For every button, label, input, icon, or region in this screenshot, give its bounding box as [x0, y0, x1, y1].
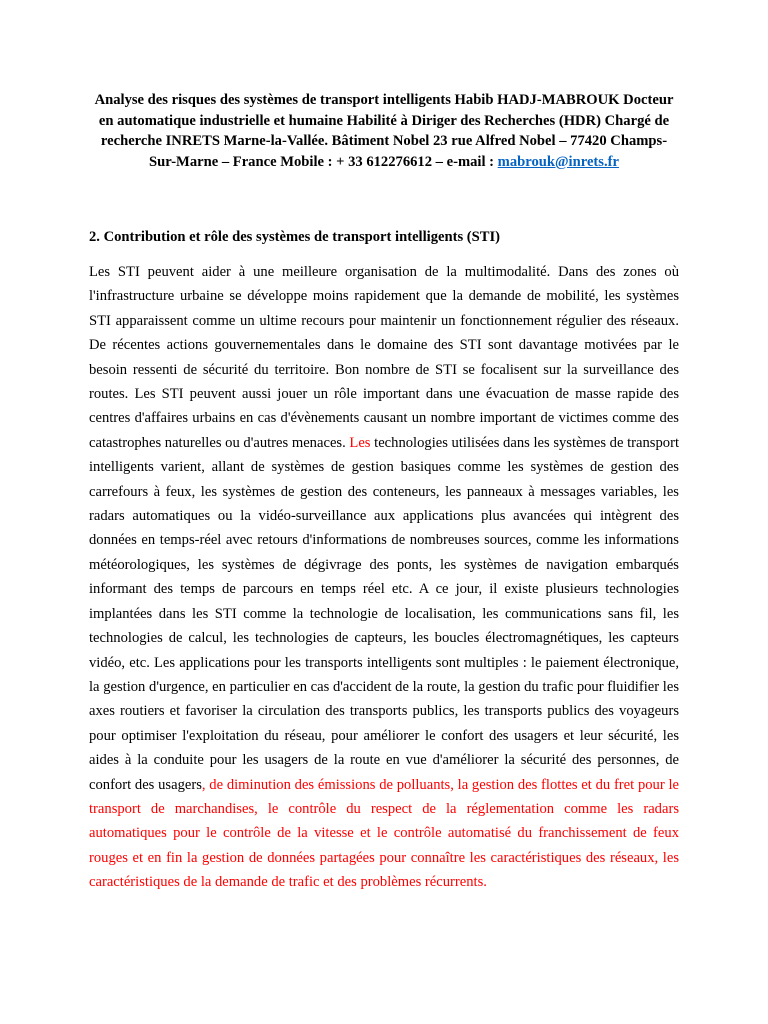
body-paragraph: [89, 260, 679, 895]
header-text: Analyse des risques des systèmes de transport intelligents Habib HADJ-MABROUK Docteur en automatique industrielle et humaine Habilité à Diriger des Recherches (HDR) Chargé de recherche INRETS Marne-la-Vallée. Bâtiment Nobel 23 rue Alfred Nobel – 77420 Champs-Sur-Marne – France Mobile : + 33 612276612 – e-mail :: [94, 92, 674, 170]
email-link[interactable]: mabrouk@inrets.fr: [497, 153, 619, 170]
document-header: [88, 90, 680, 172]
body-text-part1: Les STI peuvent aider à une meilleure organisation de la multimodalité. Dans des zones où l'infrastructure urbaine se développe moins rapidement que la demande de mobilité, les systèmes STI apparaissent comme un ultime recours pour maintenir un fonctionnement régulier des réseaux. De récentes actions gouvernementales dans le domaine des STI sont davantage motivées par le besoin ressenti de sécurité du territoire. Bon nombre de STI se focalisent sur la surveillance des routes. Les STI peuvent aussi jouer un rôle important dans une évacuation de masse rapide des centres d'affaires urbains en cas d'évènements causant un nombre important de victimes comme des catastrophes naturelles ou d'autres menaces.: [89, 264, 679, 451]
section-title: 2. Contribution et rôle des systèmes de transport intelligents (STI): [89, 229, 501, 245]
body-text-highlight-2: , de diminution des émissions de polluants, la gestion des flottes et du fret pour le transport de marchandises, le contrôle du respect de la réglementation comme les radars automatiques pour le contrôle de la vitesse et le contrôle automatisé du franchissement de feux rouges et en fin la gestion de données partagées pour connaître les caractéristiques des réseaux, les caractéristiques de la demande de trafic et des problèmes récurrents.: [89, 776, 679, 891]
body-text-part3: technologies utilisées dans les systèmes de transport intelligents varient, allant de systèmes de gestion basiques comme les systèmes de gestion des carrefours à feux, les systèmes de gestion des conteneurs, les panneaux à messages variables, les radars automatiques ou la vidéo-surveillance aux applications plus avancées qui intègrent des données en temps-réel avec retours d'informations de nombreuses sources, comme les informations météorologiques, les systèmes de dégivrage des ponts, les systèmes de navigation embarqués informant des temps de parcours en temps réel etc. A ce jour, il existe plusieurs technologies implantées dans les STI comme la technologie de localisation, les communications sans fil, les technologies de calcul, les technologies de capteurs, les boucles électromagnétiques, les capteurs vidéo, etc. Les applications pour les transports intelligents sont multiples : le paiement électronique, la gestion d'urgence, en particulier en cas d'accident de la route, la gestion du trafic pour fluidifier les axes routiers et favoriser la circulation des transports publics, les transports publics des voyageurs pour optimiser l'exploitation du réseau, pour améliorer le confort des usagers et leur sécurité, les aides à la conduite pour les usagers de la route en vue d'améliorer la sécurité des personnes, de confort des usagers: [89, 434, 679, 793]
body-text-highlight-1: Les: [349, 434, 371, 451]
